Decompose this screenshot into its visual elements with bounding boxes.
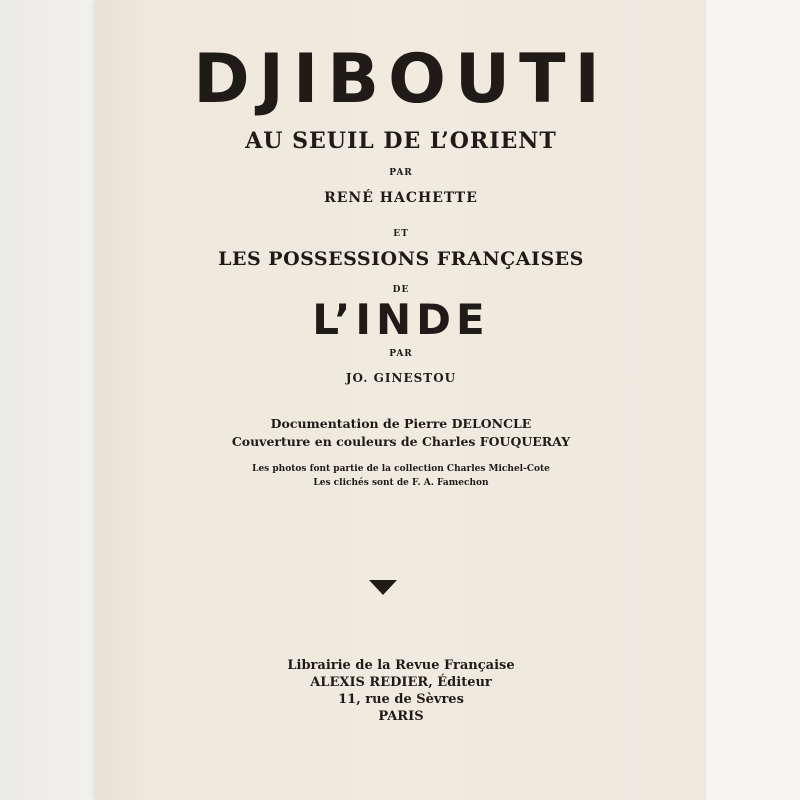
de-label: DE [392, 285, 410, 295]
par-label-2: PAR [389, 349, 413, 359]
publisher-line-2: ALEXIS REDIER, Éditeur [310, 675, 492, 690]
et-label: ET [393, 229, 409, 239]
cliche-credit: Les clichés sont de F. A. Famechon [313, 478, 489, 488]
background-left [0, 0, 96, 800]
publisher-line-1: Librairie de la Revue Française [287, 658, 515, 673]
second-subtitle: LES POSSESSIONS FRANÇAISES [218, 248, 584, 270]
cover-credit: Couverture en couleurs de Charles FOUQUERAY [231, 434, 571, 449]
background-right [706, 0, 800, 800]
second-author-name: JO. GINESTOU [345, 371, 457, 385]
main-title: DJIBOUTI [193, 40, 609, 119]
publisher-address: 11, rue de Sèvres [338, 692, 464, 707]
photo-credit: Les photos font partie de la collection Charles Michel-Cote [252, 464, 550, 474]
author-name: RENÉ HACHETTE [324, 190, 478, 206]
par-label: PAR [389, 168, 413, 178]
second-title: L’INDE [312, 295, 490, 344]
down-triangle-icon [369, 580, 397, 595]
title-page [96, 0, 706, 800]
publisher-city: PARIS [378, 709, 424, 724]
documentation-credit: Documentation de Pierre DELONCLE [270, 416, 532, 431]
subtitle: AU SEUIL DE L’ORIENT [245, 128, 557, 154]
